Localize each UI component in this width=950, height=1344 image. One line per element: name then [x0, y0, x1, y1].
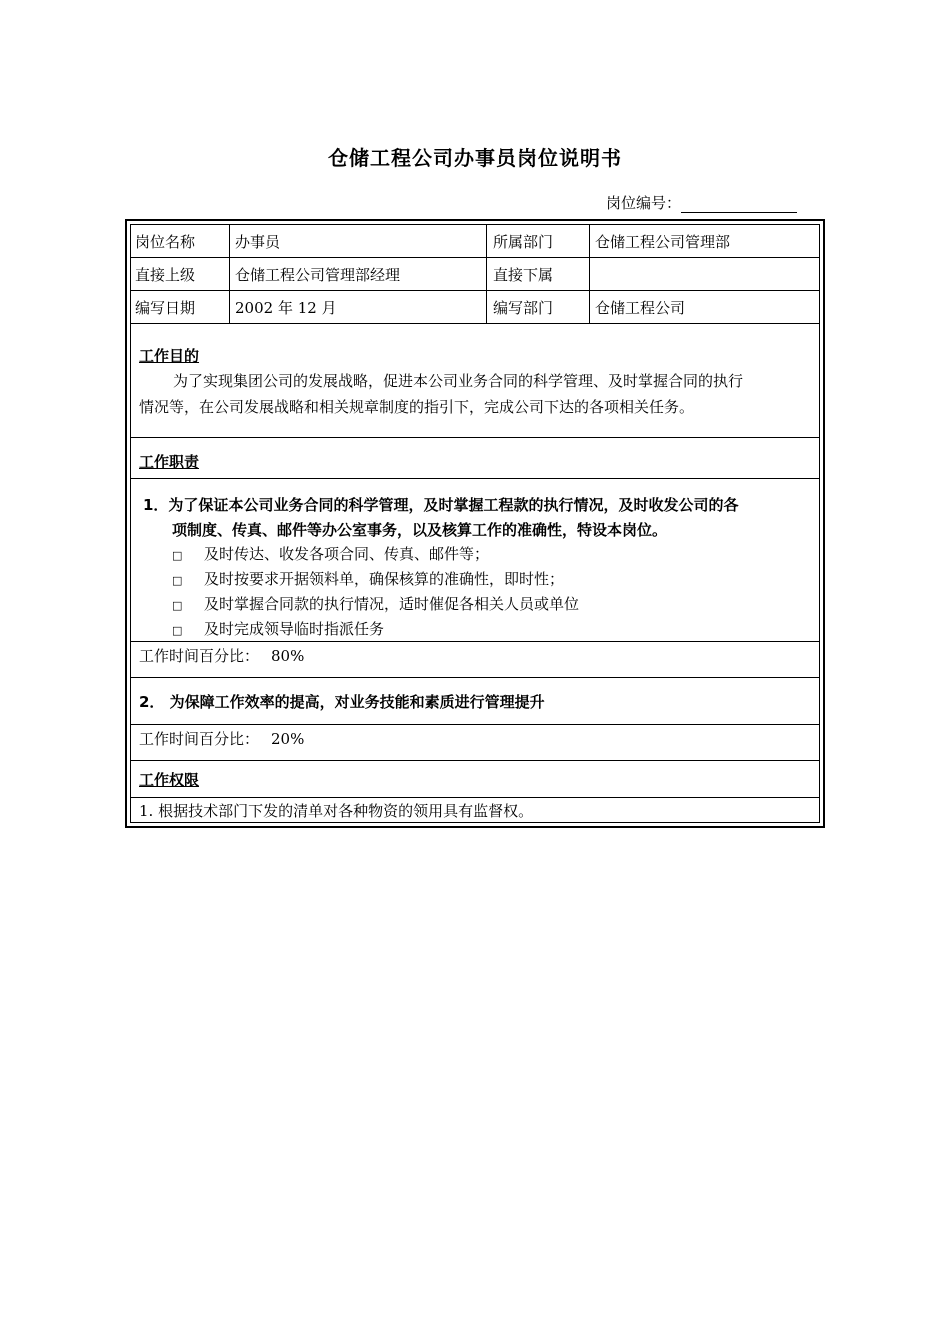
position-code-label: 岗位编号：: [606, 194, 682, 212]
authority-heading: 工作权限: [139, 771, 200, 789]
time-share-value: 80%: [271, 647, 305, 665]
list-item: [172, 594, 579, 616]
divider: [486, 225, 487, 323]
square-bullet-icon: □: [172, 549, 183, 562]
authority-item-1: 1. 根据技术部门下发的清单对各种物资的领用具有监督权。: [139, 802, 534, 820]
divider: [131, 290, 819, 291]
bullet-text: 及时掌握合同款的执行情况，适时催促各相关人员或单位: [204, 595, 580, 613]
divider: [131, 323, 819, 324]
supervisor-label: 直接上级: [135, 266, 196, 284]
duty-2-line1: 2． 为保障工作效率的提高，对业务技能和素质进行管理提升: [139, 693, 545, 711]
duties-heading: 工作职责: [139, 453, 200, 471]
divider: [131, 437, 819, 438]
divider: [131, 724, 819, 725]
divider: [131, 641, 819, 642]
time-share-label: 工作时间百分比：: [139, 730, 260, 748]
position-code-field: [606, 192, 797, 213]
job-description-table: [125, 219, 825, 828]
divider: [131, 797, 819, 798]
supervisor-value: 仓储工程公司管理部经理: [235, 266, 401, 284]
subordinate-label: 直接下属: [493, 266, 554, 284]
time-share-value: 20%: [271, 730, 305, 748]
square-bullet-icon: □: [172, 574, 183, 587]
page-title: 仓储工程公司办事员岗位说明书: [328, 146, 622, 170]
position-name-label: 岗位名称: [135, 233, 196, 251]
table-inner-border: [130, 224, 820, 823]
department-label: 所属部门: [493, 233, 554, 251]
divider: [131, 677, 819, 678]
written-dept-value: 仓储工程公司: [595, 299, 686, 317]
bullet-text: 及时传达、收发各项合同、传真、邮件等；: [204, 545, 490, 563]
written-date-label: 编写日期: [135, 299, 196, 317]
list-item: [172, 544, 489, 566]
position-name-value: 办事员: [235, 233, 281, 251]
purpose-heading: 工作目的: [139, 347, 200, 365]
duty-1-time-share: [139, 646, 304, 666]
duty-2-time-share: [139, 729, 304, 749]
written-dept-label: 编写部门: [493, 299, 554, 317]
list-item: [172, 619, 384, 641]
divider: [131, 760, 819, 761]
purpose-text-line2: 情况等，在公司发展战略和相关规章制度的指引下，完成公司下达的各项相关任务。: [139, 398, 695, 416]
duty-1-line2: 项制度、传真、邮件等办公室事务，以及核算工作的准确性，特设本岗位。: [172, 521, 668, 539]
divider: [131, 478, 819, 479]
square-bullet-icon: □: [172, 624, 183, 637]
bullet-text: 及时按要求开据领料单，确保核算的准确性，即时性；: [204, 570, 565, 588]
square-bullet-icon: □: [172, 599, 183, 612]
divider: [589, 225, 590, 323]
duty-1-line1: 1．为了保证本公司业务合同的科学管理，及时掌握工程款的执行情况，及时收发公司的各: [143, 496, 739, 514]
position-code-blank: [681, 198, 797, 213]
divider: [229, 225, 230, 323]
time-share-label: 工作时间百分比：: [139, 647, 260, 665]
divider: [131, 257, 819, 258]
department-value: 仓储工程公司管理部: [595, 233, 731, 251]
bullet-text: 及时完成领导临时指派任务: [204, 620, 385, 638]
purpose-text-line1: 为了实现集团公司的发展战略，促进本公司业务合同的科学管理、及时掌握合同的执行: [173, 372, 744, 390]
list-item: [172, 569, 564, 591]
written-date-value: 2002 年 12 月: [235, 299, 337, 317]
